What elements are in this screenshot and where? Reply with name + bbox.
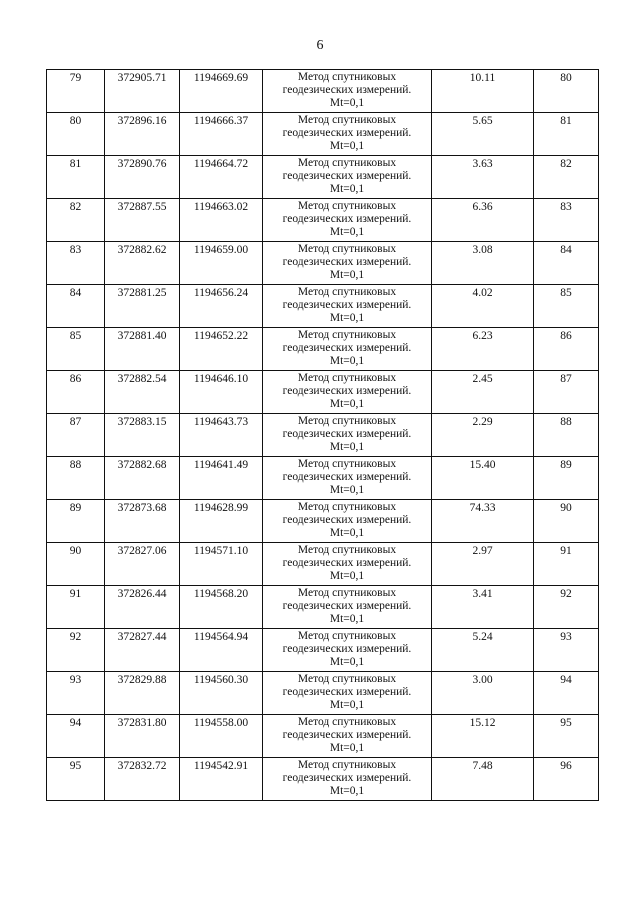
next-point-cell: 81 bbox=[534, 113, 599, 156]
distance-cell: 15.12 bbox=[432, 715, 534, 758]
table-row bbox=[47, 199, 599, 242]
method-line-3: Mt=0,1 bbox=[329, 613, 365, 625]
x-coordinate-cell: 372887.55 bbox=[105, 199, 180, 242]
method-line-3: Mt=0,1 bbox=[329, 269, 365, 281]
table-row bbox=[47, 457, 599, 500]
method-cell bbox=[263, 113, 432, 156]
next-point-cell: 87 bbox=[534, 371, 599, 414]
x-coordinate-cell: 372827.06 bbox=[105, 543, 180, 586]
method-line-2: геодезических измерений. bbox=[282, 686, 412, 698]
next-point-cell: 91 bbox=[534, 543, 599, 586]
method-line-2: геодезических измерений. bbox=[282, 471, 412, 483]
table-row bbox=[47, 715, 599, 758]
next-point-cell: 86 bbox=[534, 328, 599, 371]
y-coordinate-cell: 1194542.91 bbox=[180, 758, 263, 801]
table-row bbox=[47, 414, 599, 457]
distance-cell: 2.29 bbox=[432, 414, 534, 457]
method-line-2: геодезических измерений. bbox=[282, 729, 412, 741]
method-cell bbox=[263, 500, 432, 543]
distance-cell: 10.11 bbox=[432, 70, 534, 113]
y-coordinate-cell: 1194628.99 bbox=[180, 500, 263, 543]
next-point-cell: 94 bbox=[534, 672, 599, 715]
x-coordinate-cell: 372905.71 bbox=[105, 70, 180, 113]
method-line-3: Mt=0,1 bbox=[329, 656, 365, 668]
method-cell bbox=[263, 156, 432, 199]
method-line-3: Mt=0,1 bbox=[329, 140, 365, 152]
x-coordinate-cell: 372827.44 bbox=[105, 629, 180, 672]
next-point-cell: 88 bbox=[534, 414, 599, 457]
y-coordinate-cell: 1194656.24 bbox=[180, 285, 263, 328]
x-coordinate-cell: 372832.72 bbox=[105, 758, 180, 801]
table-row bbox=[47, 371, 599, 414]
point-number-cell: 81 bbox=[47, 156, 105, 199]
point-number-cell: 92 bbox=[47, 629, 105, 672]
x-coordinate-cell: 372896.16 bbox=[105, 113, 180, 156]
method-line-2: геодезических измерений. bbox=[282, 772, 412, 784]
distance-cell: 3.08 bbox=[432, 242, 534, 285]
x-coordinate-cell: 372882.68 bbox=[105, 457, 180, 500]
method-line-2: геодезических измерений. bbox=[282, 643, 412, 655]
coordinates-table-body bbox=[47, 70, 599, 801]
distance-cell: 5.65 bbox=[432, 113, 534, 156]
method-line-2: геодезических измерений. bbox=[282, 385, 412, 397]
method-cell bbox=[263, 371, 432, 414]
table-row bbox=[47, 156, 599, 199]
table-row bbox=[47, 758, 599, 801]
method-line-1: Метод спутниковых bbox=[297, 415, 397, 427]
method-cell bbox=[263, 586, 432, 629]
point-number-cell: 90 bbox=[47, 543, 105, 586]
x-coordinate-cell: 372831.80 bbox=[105, 715, 180, 758]
y-coordinate-cell: 1194564.94 bbox=[180, 629, 263, 672]
point-number-cell: 84 bbox=[47, 285, 105, 328]
method-line-3: Mt=0,1 bbox=[329, 484, 365, 496]
method-line-3: Mt=0,1 bbox=[329, 97, 365, 109]
distance-cell: 3.63 bbox=[432, 156, 534, 199]
x-coordinate-cell: 372881.25 bbox=[105, 285, 180, 328]
method-cell bbox=[263, 328, 432, 371]
next-point-cell: 92 bbox=[534, 586, 599, 629]
table-row bbox=[47, 70, 599, 113]
method-cell bbox=[263, 543, 432, 586]
point-number-cell: 80 bbox=[47, 113, 105, 156]
point-number-cell: 83 bbox=[47, 242, 105, 285]
distance-cell: 15.40 bbox=[432, 457, 534, 500]
method-line-1: Метод спутниковых bbox=[297, 114, 397, 126]
point-number-cell: 87 bbox=[47, 414, 105, 457]
method-line-3: Mt=0,1 bbox=[329, 398, 365, 410]
method-line-2: геодезических измерений. bbox=[282, 600, 412, 612]
method-cell bbox=[263, 414, 432, 457]
next-point-cell: 95 bbox=[534, 715, 599, 758]
point-number-cell: 79 bbox=[47, 70, 105, 113]
coordinates-table bbox=[46, 69, 599, 801]
method-cell bbox=[263, 715, 432, 758]
method-cell bbox=[263, 242, 432, 285]
point-number-cell: 95 bbox=[47, 758, 105, 801]
method-line-2: геодезических измерений. bbox=[282, 127, 412, 139]
next-point-cell: 80 bbox=[534, 70, 599, 113]
method-line-3: Mt=0,1 bbox=[329, 355, 365, 367]
method-line-3: Mt=0,1 bbox=[329, 226, 365, 238]
method-line-1: Метод спутниковых bbox=[297, 200, 397, 212]
x-coordinate-cell: 372881.40 bbox=[105, 328, 180, 371]
next-point-cell: 84 bbox=[534, 242, 599, 285]
y-coordinate-cell: 1194646.10 bbox=[180, 371, 263, 414]
method-cell bbox=[263, 758, 432, 801]
point-number-cell: 93 bbox=[47, 672, 105, 715]
table-row bbox=[47, 328, 599, 371]
point-number-cell: 86 bbox=[47, 371, 105, 414]
point-number-cell: 88 bbox=[47, 457, 105, 500]
y-coordinate-cell: 1194560.30 bbox=[180, 672, 263, 715]
next-point-cell: 93 bbox=[534, 629, 599, 672]
next-point-cell: 82 bbox=[534, 156, 599, 199]
next-point-cell: 89 bbox=[534, 457, 599, 500]
x-coordinate-cell: 372890.76 bbox=[105, 156, 180, 199]
y-coordinate-cell: 1194571.10 bbox=[180, 543, 263, 586]
method-cell bbox=[263, 672, 432, 715]
method-cell bbox=[263, 457, 432, 500]
y-coordinate-cell: 1194558.00 bbox=[180, 715, 263, 758]
next-point-cell: 96 bbox=[534, 758, 599, 801]
method-cell bbox=[263, 199, 432, 242]
method-line-1: Метод спутниковых bbox=[297, 157, 397, 169]
table-row bbox=[47, 586, 599, 629]
x-coordinate-cell: 372882.54 bbox=[105, 371, 180, 414]
method-line-3: Mt=0,1 bbox=[329, 441, 365, 453]
method-line-1: Метод спутниковых bbox=[297, 544, 397, 556]
method-line-1: Метод спутниковых bbox=[297, 286, 397, 298]
y-coordinate-cell: 1194568.20 bbox=[180, 586, 263, 629]
method-line-3: Mt=0,1 bbox=[329, 570, 365, 582]
distance-cell: 74.33 bbox=[432, 500, 534, 543]
method-line-1: Метод спутниковых bbox=[297, 587, 397, 599]
distance-cell: 6.23 bbox=[432, 328, 534, 371]
x-coordinate-cell: 372883.15 bbox=[105, 414, 180, 457]
x-coordinate-cell: 372873.68 bbox=[105, 500, 180, 543]
method-line-1: Метод спутниковых bbox=[297, 372, 397, 384]
method-cell bbox=[263, 629, 432, 672]
table-row bbox=[47, 629, 599, 672]
y-coordinate-cell: 1194652.22 bbox=[180, 328, 263, 371]
method-line-2: геодезических измерений. bbox=[282, 213, 412, 225]
distance-cell: 2.45 bbox=[432, 371, 534, 414]
y-coordinate-cell: 1194641.49 bbox=[180, 457, 263, 500]
method-line-3: Mt=0,1 bbox=[329, 183, 365, 195]
y-coordinate-cell: 1194663.02 bbox=[180, 199, 263, 242]
distance-cell: 3.41 bbox=[432, 586, 534, 629]
distance-cell: 6.36 bbox=[432, 199, 534, 242]
method-line-2: геодезических измерений. bbox=[282, 256, 412, 268]
method-line-2: геодезических измерений. bbox=[282, 514, 412, 526]
method-line-3: Mt=0,1 bbox=[329, 527, 365, 539]
method-line-2: геодезических измерений. bbox=[282, 299, 412, 311]
next-point-cell: 83 bbox=[534, 199, 599, 242]
method-line-1: Метод спутниковых bbox=[297, 630, 397, 642]
table-row bbox=[47, 242, 599, 285]
distance-cell: 4.02 bbox=[432, 285, 534, 328]
x-coordinate-cell: 372882.62 bbox=[105, 242, 180, 285]
page-number: 6 bbox=[316, 38, 324, 53]
method-line-1: Метод спутниковых bbox=[297, 673, 397, 685]
method-line-1: Метод спутниковых bbox=[297, 243, 397, 255]
x-coordinate-cell: 372829.88 bbox=[105, 672, 180, 715]
distance-cell: 7.48 bbox=[432, 758, 534, 801]
y-coordinate-cell: 1194666.37 bbox=[180, 113, 263, 156]
method-line-3: Mt=0,1 bbox=[329, 699, 365, 711]
next-point-cell: 90 bbox=[534, 500, 599, 543]
method-line-1: Метод спутниковых bbox=[297, 71, 397, 83]
method-line-2: геодезических измерений. bbox=[282, 84, 412, 96]
next-point-cell: 85 bbox=[534, 285, 599, 328]
y-coordinate-cell: 1194664.72 bbox=[180, 156, 263, 199]
x-coordinate-cell: 372826.44 bbox=[105, 586, 180, 629]
method-cell bbox=[263, 285, 432, 328]
method-line-1: Метод спутниковых bbox=[297, 329, 397, 341]
method-line-2: геодезических измерений. bbox=[282, 428, 412, 440]
table-row bbox=[47, 672, 599, 715]
method-line-3: Mt=0,1 bbox=[329, 312, 365, 324]
y-coordinate-cell: 1194669.69 bbox=[180, 70, 263, 113]
table-row bbox=[47, 285, 599, 328]
distance-cell: 2.97 bbox=[432, 543, 534, 586]
method-line-1: Метод спутниковых bbox=[297, 716, 397, 728]
point-number-cell: 89 bbox=[47, 500, 105, 543]
method-line-2: геодезических измерений. bbox=[282, 342, 412, 354]
distance-cell: 5.24 bbox=[432, 629, 534, 672]
table-row bbox=[47, 543, 599, 586]
y-coordinate-cell: 1194643.73 bbox=[180, 414, 263, 457]
y-coordinate-cell: 1194659.00 bbox=[180, 242, 263, 285]
method-line-1: Метод спутниковых bbox=[297, 759, 397, 771]
point-number-cell: 91 bbox=[47, 586, 105, 629]
method-cell bbox=[263, 70, 432, 113]
point-number-cell: 94 bbox=[47, 715, 105, 758]
point-number-cell: 85 bbox=[47, 328, 105, 371]
method-line-2: геодезических измерений. bbox=[282, 170, 412, 182]
method-line-3: Mt=0,1 bbox=[329, 742, 365, 754]
method-line-3: Mt=0,1 bbox=[329, 785, 365, 797]
table-row bbox=[47, 113, 599, 156]
point-number-cell: 82 bbox=[47, 199, 105, 242]
table-row bbox=[47, 500, 599, 543]
method-line-1: Метод спутниковых bbox=[297, 501, 397, 513]
method-line-1: Метод спутниковых bbox=[297, 458, 397, 470]
method-line-2: геодезических измерений. bbox=[282, 557, 412, 569]
distance-cell: 3.00 bbox=[432, 672, 534, 715]
